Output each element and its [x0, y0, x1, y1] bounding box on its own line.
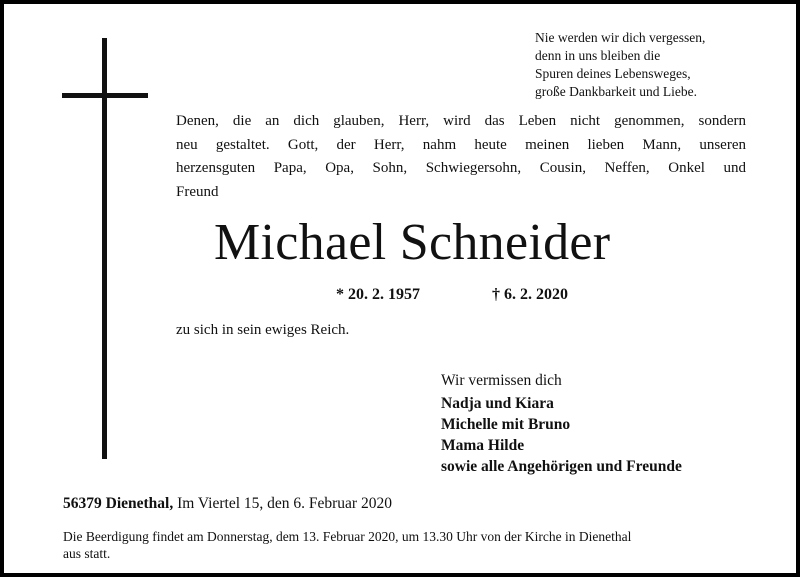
death-date: † 6. 2. 2020 — [492, 286, 568, 303]
address-and-date: Im Viertel 15, den 6. Februar 2020 — [173, 495, 392, 512]
funeral-line: aus statt. — [63, 546, 111, 561]
mourner-name: Michelle mit Bruno — [441, 416, 571, 433]
place-and-date — [63, 495, 392, 513]
intro-line: neu gestaltet. Gott, der Herr, nahm heute meinen lieben Mann, unseren — [176, 136, 746, 153]
cross-vertical-bar — [102, 38, 107, 459]
mourner-name: sowie alle Angehörigen und Freunde — [441, 458, 682, 475]
birth-date: * 20. 2. 1957 — [336, 286, 420, 303]
intro-line: Denen, die an dich glauben, Herr, wird das Leben nicht genommen, sondern — [176, 113, 746, 129]
verse-line: Nie werden wir dich vergessen, — [535, 30, 706, 45]
mourner-name: Mama Hilde — [441, 437, 525, 454]
memorial-verse — [535, 29, 775, 101]
mourners-signoff — [441, 370, 682, 477]
mourner-name: Nadja und Kiara — [441, 395, 554, 412]
intro-line: Freund — [176, 183, 219, 200]
intro-line: herzensguten Papa, Opa, Sohn, Schwiegersohn, Cousin, Neffen, Onkel und — [176, 160, 746, 176]
verse-line: denn in uns bleiben die — [535, 48, 661, 63]
funeral-notice — [63, 528, 753, 562]
signoff-heading: Wir vermissen dich — [441, 372, 562, 389]
town: 56379 Dienethal, — [63, 495, 174, 512]
deceased-name: Michael Schneider — [214, 214, 611, 271]
intro-text — [176, 110, 746, 204]
closing-phrase: zu sich in sein ewiges Reich. — [176, 322, 350, 338]
funeral-line: Die Beerdigung findet am Donnerstag, dem 13. Februar 2020, um 13.30 Uhr von der Kirche in Dienethal — [63, 529, 632, 544]
cross-horizontal-bar — [62, 93, 148, 98]
verse-line: Spuren deines Lebensweges, — [535, 66, 691, 81]
verse-line: große Dankbarkeit und Liebe. — [535, 84, 697, 99]
